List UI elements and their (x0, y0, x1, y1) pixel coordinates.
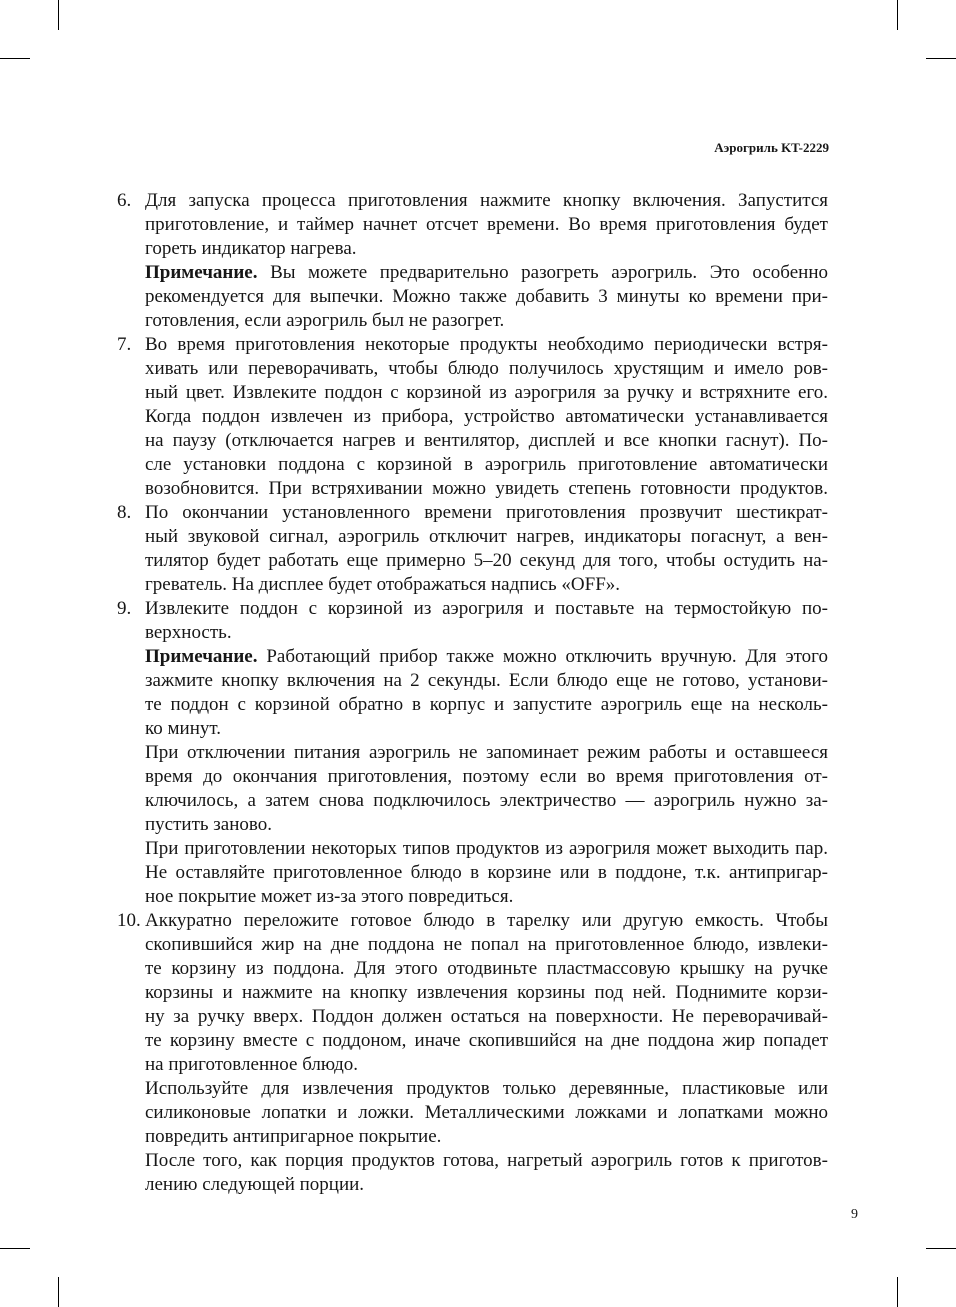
text-line: верхность. (145, 622, 232, 643)
text-line: ключилось, а затем снова подключилось электричество — аэрогриль нужно за- (145, 790, 828, 811)
text-line: греватель. На дисплее будет отображаться надпись «OFF». (145, 574, 621, 595)
text-line: время до окончания приготовления, поэтому если во время приготовления от- (145, 766, 828, 787)
text-line: ный цвет. Извлеките поддон с корзиной из аэрогриля за ручку и встряхните его. (145, 382, 828, 403)
text-line: ное покрытие может из-за этого повредиться. (145, 886, 514, 907)
text-line: повредить антипригарное покрытие. (145, 1126, 442, 1147)
text-line: ко минут. (145, 718, 221, 739)
text-line: Не оставляйте приготовленное блюдо в корзине или в поддоне, т.к. антипригар- (145, 862, 828, 883)
text-line: силиконовые лопатки и ложки. Металлическими ложками и лопатками можно (145, 1102, 828, 1123)
note-paragraph (145, 645, 828, 741)
running-header: Аэрогриль KT-2229 (714, 140, 829, 155)
text-line (145, 261, 828, 285)
item-number: 9. (117, 598, 132, 619)
text-line: гореть индикатор нагрева. (145, 238, 357, 259)
text-line: корзины и нажмите на кнопку извлечения корзины под ней. Поднимите корзи- (145, 982, 828, 1003)
crop-mark (897, 1277, 898, 1307)
paragraph (145, 1149, 828, 1197)
text-line: лению следующей порции. (145, 1174, 365, 1195)
note-label: Примечание. (145, 262, 258, 283)
paragraph (145, 909, 828, 1077)
crop-mark (926, 58, 956, 59)
crop-mark (926, 1248, 956, 1249)
item-number: 6. (117, 190, 132, 211)
item-number: 10. (117, 910, 141, 931)
paragraph (145, 837, 828, 909)
text-line: хивать или переворачивать, чтобы блюдо получилось хрустящим и имело ров- (145, 358, 828, 379)
text-line: Для запуска процесса приготовления нажмите кнопку включения. Запустится (145, 190, 828, 211)
text-line: возобновится. При встряхивании можно увидеть степень готовности продуктов. (145, 478, 828, 499)
text-line: те корзину из поддона. Для этого отодвиньте пластмассовую крышку на ручке (145, 958, 828, 979)
text-line: Во время приготовления некоторые продукты необходимо периодически встря- (145, 334, 828, 355)
text-line: сле установки поддона с корзиной в аэрогриль приготовление автоматически (145, 454, 828, 475)
list-item (117, 333, 828, 501)
text-line: приготовление, и таймер начнет отсчет времени. Во время приготовления будет (145, 214, 828, 235)
text-line: ный звуковой сигнал, аэрогриль отключит нагрев, индикаторы погаснут, а вен- (145, 526, 828, 547)
paragraph (145, 501, 828, 597)
text-line: рекомендуется для выпечки. Можно также добавить 3 минуты ко времени при- (145, 286, 828, 307)
text-line: Когда поддон извлечен из прибора, устройство автоматически устанавливается (145, 406, 828, 427)
note-text: Работающий прибор также можно отключить вручную. Для этого (266, 646, 828, 667)
note-paragraph (145, 261, 828, 333)
text-line: на паузу (отключается нагрев и вентилятор, дисплей и все кнопки гаснут). По- (145, 430, 828, 451)
crop-mark (897, 0, 898, 30)
list-item (117, 501, 828, 597)
paragraph (145, 597, 828, 645)
crop-mark (58, 0, 59, 30)
note-label: Примечание. (145, 646, 258, 667)
text-line: пустить заново. (145, 814, 272, 835)
paragraph (145, 1077, 828, 1149)
list-item (117, 189, 828, 333)
text-line: тилятор будет работать еще примерно 5–20 секунд для того, чтобы остудить на- (145, 550, 828, 571)
text-line: зажмите кнопку включения на 2 секунды. Если блюдо еще не готово, установи- (145, 670, 828, 691)
text-line: Извлеките поддон с корзиной из аэрогриля и поставьте на термостойкую по- (145, 598, 828, 619)
text-line: Аккуратно переложите готовое блюдо в тарелку или другую емкость. Чтобы (145, 910, 828, 931)
item-number: 7. (117, 334, 132, 355)
crop-mark (0, 1248, 30, 1249)
text-line: При приготовлении некоторых типов продуктов из аэрогриля может выходить пар. (145, 838, 828, 859)
note-text: Вы можете предварительно разогреть аэрогриль. Это особенно (270, 262, 828, 283)
paragraph (145, 741, 828, 837)
paragraph (145, 189, 828, 261)
text-line: ну за ручку вверх. Поддон должен остаться на поверхности. Не переворачивай- (145, 1006, 828, 1027)
crop-mark (0, 58, 30, 59)
crop-mark (58, 1277, 59, 1307)
item-number: 8. (117, 502, 132, 523)
list-item (117, 597, 828, 909)
text-line: После того, как порция продуктов готова, нагретый аэрогриль готов к приготов- (145, 1150, 828, 1171)
text-line: скопившийся жир на дне поддона не попал на приготовленное блюдо, извлеки- (145, 934, 828, 955)
text-line: готовления, если аэрогриль был не разогрет. (145, 310, 505, 331)
instruction-list (117, 189, 828, 1197)
text-line: те поддон с корзиной обратно в корпус и запустите аэрогриль еще на несколь- (145, 694, 828, 715)
paragraph (145, 333, 828, 501)
text-line: Используйте для извлечения продуктов только деревянные, пластиковые или (145, 1078, 828, 1099)
page-number: 9 (851, 1207, 858, 1222)
text-line: При отключении питания аэрогриль не запоминает режим работы и оставшееся (145, 742, 828, 763)
list-item (117, 909, 828, 1197)
text-line: По окончании установленного времени приготовления прозвучит шестикрат- (145, 502, 828, 523)
text-line (145, 645, 828, 669)
text-line: те корзину вместе с поддоном, иначе скопившийся на дне поддона жир попадет (145, 1030, 828, 1051)
text-line: на приготовленное блюдо. (145, 1054, 359, 1075)
